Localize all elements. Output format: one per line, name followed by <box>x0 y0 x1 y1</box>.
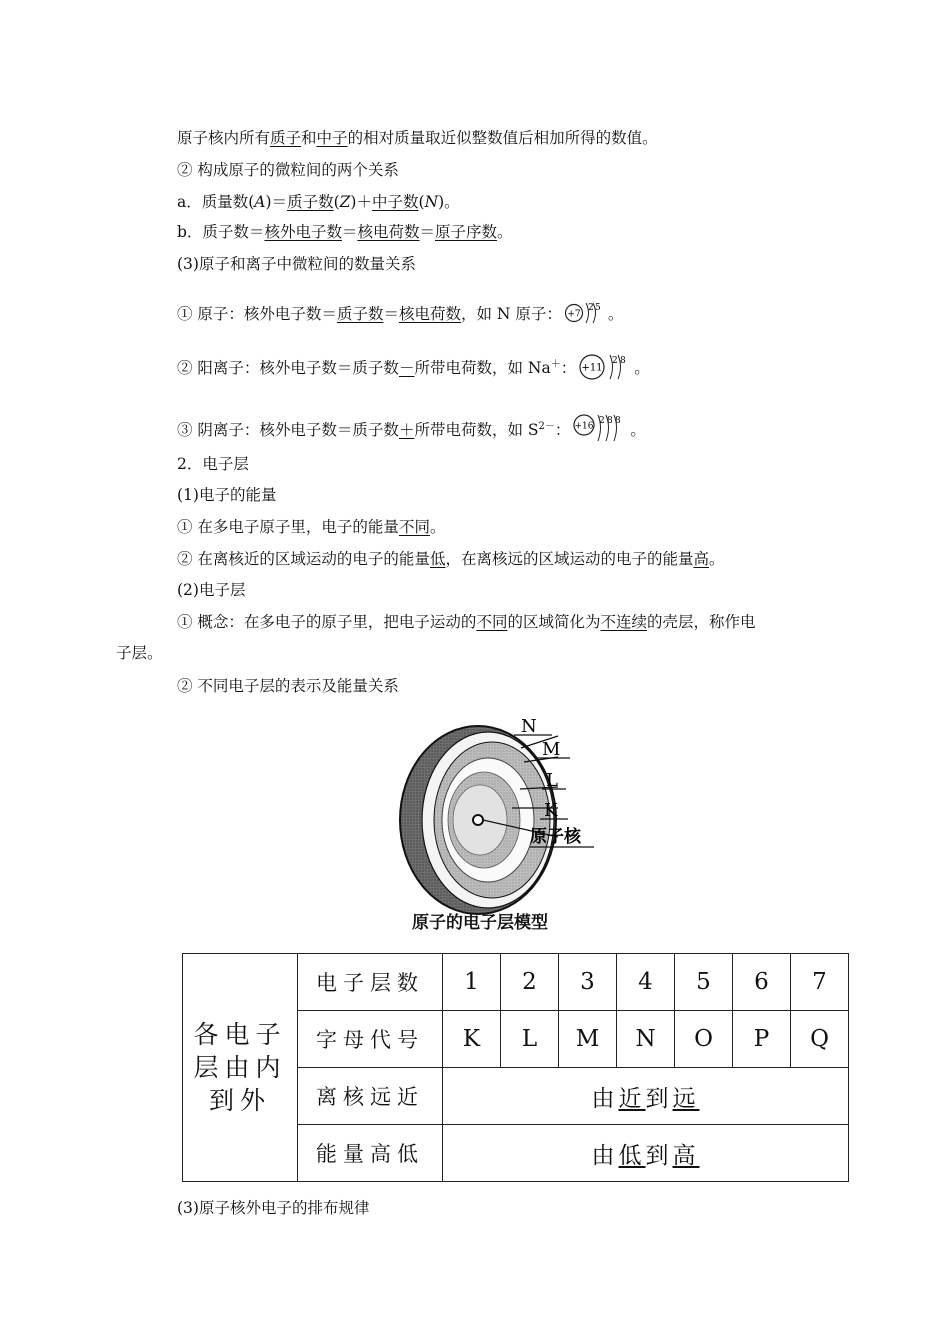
answer: 高 <box>672 1142 700 1169</box>
line-6 <box>177 294 623 334</box>
text: 。 <box>708 550 725 568</box>
side-header-line: 到外 <box>208 1086 271 1115</box>
table-cell: 1 <box>443 954 501 1011</box>
answer: 低 <box>618 1142 646 1169</box>
text: )＋ <box>350 193 372 211</box>
text: ① 在多电子原子里，电子的能量 <box>177 518 399 536</box>
electron-shell-table <box>182 953 849 1182</box>
table-row <box>183 954 849 1011</box>
diagram-caption: 原子的电子层模型 <box>412 913 548 933</box>
answer-proton: 质子 <box>270 129 302 147</box>
text: ： <box>554 421 571 439</box>
text: )。 <box>438 193 460 211</box>
line-4 <box>177 222 513 242</box>
side-header-line: 各电子 <box>193 1020 287 1049</box>
shell-2-count: 8 <box>620 356 626 366</box>
table-cell: Q <box>791 1011 849 1068</box>
text: ② 阳离子：核外电子数＝质子数 <box>177 359 399 377</box>
table-cell: 5 <box>675 954 733 1011</box>
text: 到 <box>645 1085 673 1112</box>
text: 。 <box>630 421 646 439</box>
shell-1-count: 2 <box>599 416 606 426</box>
text: 所带电荷数，如 Na <box>414 359 551 377</box>
text: a．质量数( <box>177 193 255 211</box>
line-9: 2．电子层 <box>177 455 249 473</box>
answer: 中子数 <box>371 193 419 211</box>
text: ，在离核远的区域运动的电子的能量 <box>445 550 694 568</box>
text: ＝ <box>419 223 435 241</box>
text: ② 在离核近的区域运动的电子的能量 <box>177 550 430 568</box>
line-14 <box>177 612 756 632</box>
energy-cell <box>443 1125 849 1182</box>
answer: 不同 <box>476 613 508 631</box>
line-3 <box>177 192 460 212</box>
s-ion-structure-diagram <box>572 411 628 451</box>
answer-plus: ＋ <box>398 421 415 439</box>
text: 到 <box>645 1142 673 1169</box>
shell-label-m: M <box>542 739 561 760</box>
table-cell: P <box>733 1011 791 1068</box>
shell-3-count: 8 <box>615 416 622 426</box>
line-2: ② 构成原子的微粒间的两个关系 <box>177 161 399 179</box>
answer: 原子序数 <box>435 223 498 241</box>
text: 。 <box>634 359 650 377</box>
line-15: 子层。 <box>116 644 163 662</box>
row-header-shell-number: 电子层数 <box>298 954 443 1011</box>
table-cell: 3 <box>559 954 617 1011</box>
table-cell: 6 <box>733 954 791 1011</box>
line-1 <box>177 128 658 148</box>
nucleus-charge: +7 <box>567 309 581 320</box>
side-header <box>183 954 298 1182</box>
symbol-N: N <box>424 193 439 211</box>
answer: 核外电子数 <box>264 223 342 241</box>
shell-label-n: N <box>521 716 537 737</box>
answer: 核电荷数 <box>398 305 461 323</box>
text: ： <box>560 359 577 377</box>
nucleus-charge: +11 <box>581 362 603 374</box>
row-header-letter-code: 字母代号 <box>298 1011 443 1068</box>
text: 原子核内所有 <box>177 129 271 147</box>
line-11 <box>177 517 445 537</box>
nucleus-charge: +16 <box>574 421 594 432</box>
table-cell: O <box>675 1011 733 1068</box>
answer: 不同 <box>398 518 430 536</box>
shell-label-k: K <box>544 800 558 821</box>
shell-1-count: 2 <box>612 356 618 366</box>
row-header-distance: 离核远近 <box>298 1068 443 1125</box>
na-ion-structure-diagram <box>578 349 632 389</box>
text: ( <box>333 193 340 211</box>
line-8 <box>177 410 646 451</box>
text: ③ 阴离子：核外电子数＝质子数 <box>177 421 399 439</box>
shell-2-count: 5 <box>594 303 601 313</box>
line-12 <box>177 549 725 569</box>
text: ① 概念：在多电子的原子里，把电子运动的 <box>177 613 477 631</box>
n-atom-structure-diagram <box>564 297 606 333</box>
text: ＝ <box>341 223 358 241</box>
table-cell: N <box>617 1011 675 1068</box>
text: b．质子数＝ <box>177 223 265 241</box>
answer: 近 <box>618 1085 646 1112</box>
nucleus-label: 原子核 <box>530 827 581 847</box>
shell-1-count: 2 <box>587 303 594 313</box>
text: 的壳层，称作电 <box>646 613 756 631</box>
text: )＝ <box>265 193 288 211</box>
answer: 高 <box>693 550 709 568</box>
table-cell: K <box>443 1011 501 1068</box>
table-cell: L <box>501 1011 559 1068</box>
answer: 质子数 <box>287 193 334 211</box>
shell-label-l: L <box>546 770 558 791</box>
line-17: (3)原子核外电子的排布规律 <box>177 1199 370 1217</box>
text: ( <box>418 193 425 211</box>
answer: 质子数 <box>336 305 384 323</box>
answer: 不连续 <box>600 613 647 631</box>
table-cell: 7 <box>791 954 849 1011</box>
table-cell: 2 <box>501 954 559 1011</box>
text: 。 <box>497 223 513 241</box>
text: 的相对质量取近似整数值后相加所得的数值。 <box>347 129 658 147</box>
line-13: (2)电子层 <box>177 581 246 599</box>
text: 由 <box>591 1142 619 1169</box>
text: ＝ <box>383 305 399 323</box>
side-header-line: 层由内 <box>193 1053 287 1082</box>
shell-2-count: 8 <box>607 416 614 426</box>
symbol-Z: Z <box>339 193 351 211</box>
charge-superscript: ＋ <box>550 359 561 370</box>
text: ，如 N 原子： <box>460 305 562 323</box>
row-header-energy: 能量高低 <box>298 1125 443 1182</box>
charge-superscript: 2－ <box>538 421 555 432</box>
text: 和 <box>301 129 317 147</box>
answer: 核电荷数 <box>357 223 420 241</box>
table-cell: 4 <box>617 954 675 1011</box>
text: 所带电荷数，如 S <box>414 421 539 439</box>
answer: 远 <box>672 1085 700 1112</box>
distance-cell <box>443 1068 849 1125</box>
line-7 <box>177 348 650 389</box>
symbol-A: A <box>254 193 266 211</box>
line-10: (1)电子的能量 <box>177 486 277 504</box>
table-cell: M <box>559 1011 617 1068</box>
answer: 低 <box>429 550 446 568</box>
text: ① 原子：核外电子数＝ <box>177 305 337 323</box>
text: 。 <box>607 305 624 323</box>
answer-minus: － <box>398 359 415 377</box>
text: 。 <box>429 518 446 536</box>
answer-neutron: 中子 <box>316 129 348 147</box>
line-16: ② 不同电子层的表示及能量关系 <box>177 677 399 695</box>
text: 由 <box>591 1085 619 1112</box>
text: 的区域简化为 <box>507 613 601 631</box>
line-5: (3)原子和离子中微粒间的数量关系 <box>177 255 416 273</box>
